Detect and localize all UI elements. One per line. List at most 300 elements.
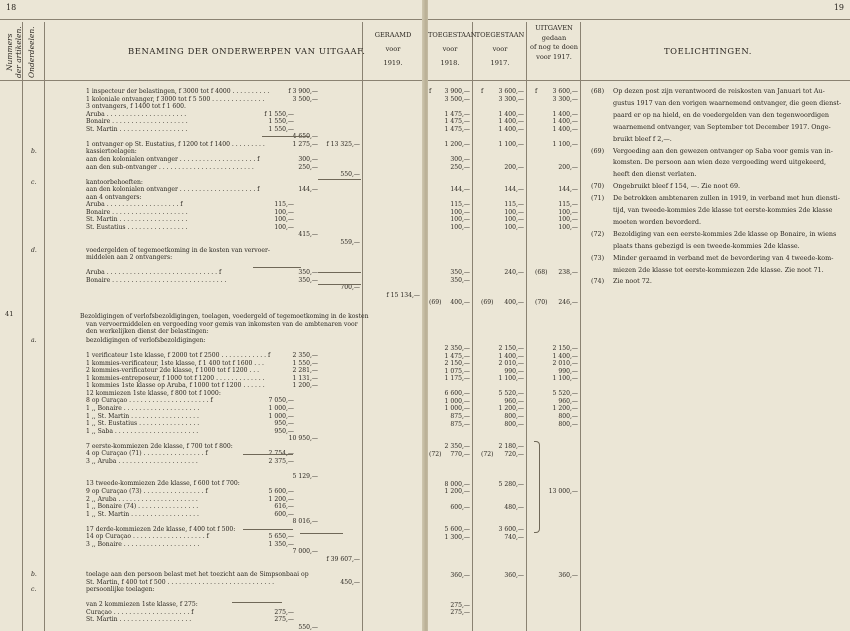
row-uitgaven: 144,— <box>558 186 578 194</box>
row-1918: 1 000,— <box>444 397 470 405</box>
ledger-row <box>0 224 424 232</box>
header-toelichtingen: TOELICHTINGEN. <box>664 46 753 56</box>
row-letter: c. <box>31 178 37 186</box>
row-text: Bonaire . . . . . . . . . . . . . . . . . . . . <box>86 208 188 216</box>
row-text: Bonaire . . . . . . . . . . . . . . . . . . . . . . . . . . . . . . <box>86 276 227 284</box>
row-amount: 1 131,— <box>292 374 318 382</box>
header-geraamd <box>364 30 422 68</box>
ledger-row <box>428 473 850 481</box>
note-line <box>428 253 850 264</box>
header-line: UITGAVEN <box>535 24 573 32</box>
row-subamount: 2 754,— <box>268 450 294 458</box>
row-1918: 1 475,— <box>444 125 470 133</box>
subtotal-rule <box>243 529 293 530</box>
ledger-row <box>0 262 424 270</box>
ledger-row <box>0 126 424 134</box>
note-line <box>428 181 850 192</box>
row-amount: f 3 900,— <box>288 88 318 95</box>
row-uitgaven: 1 400,— <box>552 118 578 126</box>
ledger-row <box>0 239 424 247</box>
row-amount: 350,— <box>298 276 318 284</box>
ledger-row <box>0 503 424 511</box>
note-line <box>428 110 850 121</box>
row-marker: (69) <box>429 299 442 307</box>
ledger-row <box>0 118 424 126</box>
ledger-row <box>0 435 424 443</box>
note-line <box>428 265 850 276</box>
ledger-row <box>0 473 424 481</box>
header-line: voor 1917. <box>536 52 572 61</box>
ledger-row <box>0 518 424 526</box>
row-1918: 3 500,— <box>444 95 470 103</box>
ledger-row <box>428 413 850 421</box>
article-heading-line <box>0 321 424 329</box>
row-subamount: 1 550,— <box>268 125 294 133</box>
row-uitgaven: 1 200,— <box>552 405 578 413</box>
row-1918: 1 000,— <box>444 405 470 413</box>
row-1917: 200,— <box>504 163 524 171</box>
ledger-row <box>0 201 424 209</box>
row-text: 1 ,, Bonaire . . . . . . . . . . . . . . . . . . . . <box>86 404 200 412</box>
note-text: Op dezen post zijn verantwoord de reiskosten van Januari tot Au- <box>613 87 825 95</box>
row-1918: 2 150,— <box>444 360 470 368</box>
note-text: gustus 1917 van den vorigen waarnemend ontvanger, die geen dienst- <box>613 98 842 107</box>
ledger-row <box>428 375 850 383</box>
row-uitgaven: 1 400,— <box>552 125 578 133</box>
ledger-row <box>0 231 424 239</box>
top-rule <box>0 19 424 20</box>
note-line <box>428 95 850 109</box>
note-text: paard er op na hield, en de voedergelden van den tegenwoordigen <box>613 110 830 119</box>
row-subamount: 5 600,— <box>268 488 294 495</box>
ledger-row <box>0 133 424 141</box>
note-line <box>428 169 850 180</box>
article-heading-text: van vervoermiddelen en vergoeding voor gemis van inkomsten van de ambtenaren voor <box>86 320 358 328</box>
row-1918: 250,— <box>450 163 470 171</box>
ledger-row <box>428 549 850 557</box>
row-1918: 1 300,— <box>444 533 470 541</box>
ledger-row <box>0 284 424 292</box>
header-nummers: Nummers der artikelen. <box>5 26 23 78</box>
row-text: 1 ,, Saba . . . . . . . . . . . . . . . . . . . . . . <box>86 427 199 435</box>
row-marker: f <box>535 88 538 95</box>
row-text: Bonaire . . . . . . . . . . . . . . . . . . . . <box>86 118 188 126</box>
row-letter: b. <box>31 148 37 156</box>
row-1917: 1 400,— <box>498 118 524 126</box>
note-line <box>428 276 850 287</box>
row-subamount: 5 650,— <box>268 533 294 541</box>
ledger-row <box>0 375 424 383</box>
row-1918: 350,— <box>450 276 470 284</box>
row-1917: 1 400,— <box>498 110 524 118</box>
ledger-row <box>428 398 850 406</box>
top-rule <box>428 19 850 20</box>
article-heading-line <box>0 328 424 336</box>
row-1918: 875,— <box>450 412 470 420</box>
row-1917: 1 400,— <box>498 352 524 360</box>
row-1917: 960,— <box>504 397 524 405</box>
note-line <box>428 86 850 97</box>
row-1918: 350,— <box>450 269 470 277</box>
subtotal-rule <box>318 284 361 285</box>
note-line <box>428 157 850 168</box>
row-uitgaven: 238,— <box>558 269 578 277</box>
ledger-row <box>428 436 850 444</box>
row-amount: 1 550,— <box>292 359 318 367</box>
row-uitgaven: 2 150,— <box>552 345 578 352</box>
note-text: De betrokken ambtenaren zullen in 1919, in verband met hun diensti- <box>613 194 840 203</box>
page-number-right: 19 <box>833 3 844 12</box>
header-line: 1918. <box>440 59 460 67</box>
subtotal-rule <box>318 179 361 180</box>
row-text: 12 kommiezen 1ste klasse, f 800 tot f 1000: <box>86 389 221 397</box>
row-amount: 8 016,— <box>292 518 318 526</box>
row-amount: 4 650,— <box>292 133 318 141</box>
ledger-row <box>428 390 850 398</box>
row-amount: 300,— <box>298 155 318 163</box>
row-uitgaven: 13 000,— <box>548 488 578 496</box>
note-line <box>428 205 850 216</box>
row-subamount: 1 350,— <box>268 540 294 548</box>
ledger-row <box>0 450 424 458</box>
row-subamount: 1 200,— <box>268 495 294 503</box>
row-1918: 100,— <box>450 216 470 224</box>
subtotal-rule <box>300 533 343 534</box>
row-1917: 3 300,— <box>498 95 524 103</box>
row-1918: 360,— <box>450 571 470 579</box>
ledger-row <box>0 541 424 549</box>
ledger-row <box>0 397 424 405</box>
row-text: middelen aan 2 ontvangers: <box>86 254 173 262</box>
row-1917: 990,— <box>504 367 524 375</box>
row-1917: 360,— <box>504 571 524 579</box>
ledger-row <box>428 360 850 368</box>
header-benaming: BENAMING DER ONDERWERPEN VAN UITGAAF. <box>128 46 366 56</box>
row-1918: 100,— <box>450 208 470 216</box>
ledger-row <box>428 602 850 610</box>
ledger-row <box>0 488 424 496</box>
row-uitgaven: 200,— <box>558 163 578 171</box>
note-number: (68) <box>591 87 605 95</box>
ledger-row <box>0 571 424 579</box>
row-text: 3 ontvangers, f 1400 tot f 1 600. <box>86 103 186 111</box>
ledger-row <box>0 609 424 617</box>
row-text: St. Martin, f 400 tot f 500 . . . . . . . . . . . . . . . . . . . . . . . . . . . . <box>86 578 275 586</box>
ledger-row <box>0 428 424 436</box>
row-1918: 6 600,— <box>444 390 470 398</box>
subtotal-rule <box>318 272 361 273</box>
ledger-row <box>428 488 850 496</box>
row-amount: 3 500,— <box>292 95 318 103</box>
row-marker: (72) <box>481 450 494 458</box>
row-text: Curaçao . . . . . . . . . . . . . . . . . . . . f <box>86 608 194 616</box>
ledger-row <box>0 526 424 534</box>
ledger-row <box>0 216 424 224</box>
row-1918: 100,— <box>450 223 470 231</box>
ledger-row <box>0 171 424 179</box>
row-uitgaven: 5 520,— <box>552 390 578 398</box>
subtotal-rule <box>232 602 282 603</box>
note-text: tijd, van tweede-kommies 2de klasse tot eerste-kommies 2de klasse <box>613 206 833 214</box>
row-marker: (68) <box>535 269 548 277</box>
header-line: gedaan <box>541 33 567 42</box>
row-1917: 5 520,— <box>498 390 524 398</box>
row-1918: 770,— <box>450 450 470 458</box>
ledger-row <box>0 194 424 202</box>
subtotal-rule <box>243 454 293 455</box>
ledger-row <box>0 458 424 466</box>
row-amount: 350,— <box>298 269 318 277</box>
row-marker: (70) <box>535 299 548 307</box>
row-uitgaven: 1 400,— <box>552 110 578 118</box>
row-amount: 250,— <box>298 163 318 171</box>
ledger-row <box>0 443 424 451</box>
ledger-row <box>0 413 424 421</box>
row-subamount: 7 050,— <box>268 397 294 405</box>
ledger-row <box>0 594 424 602</box>
note-line <box>428 134 850 145</box>
row-uitgaven: 360,— <box>558 571 578 579</box>
row-uitgaven: 100,— <box>558 223 578 231</box>
row-text: 2 ,, Aruba . . . . . . . . . . . . . . . . . . . . . <box>86 495 198 503</box>
ledger-row <box>428 564 850 572</box>
header-geraamd-line: GERAAMD <box>374 31 412 39</box>
note-line <box>428 146 850 157</box>
row-subamount: 275,— <box>274 616 294 624</box>
row-marker: f <box>481 88 484 95</box>
row-subamount: 616,— <box>274 503 294 511</box>
row-1918: 144,— <box>450 186 470 194</box>
ledger-row <box>428 504 850 512</box>
row-text: aan den kolonialen ontvanger . . . . . . . . . . . . . . . . . . . . f <box>86 186 260 194</box>
ledger-row <box>428 345 850 353</box>
row-uitgaven: 990,— <box>558 367 578 375</box>
ledger-row <box>0 533 424 541</box>
ledger-row <box>0 103 424 111</box>
row-1918: 875,— <box>450 420 470 428</box>
ledger-row <box>428 466 850 474</box>
ledger-row <box>0 465 424 473</box>
row-letter: a. <box>31 337 37 344</box>
row-uitgaven: 1 100,— <box>552 375 578 383</box>
row-text: kantoorbehoeften: <box>86 178 143 186</box>
row-total: 700,— <box>340 284 360 292</box>
row-text: 1 inspecteur der belastingen, f 3000 tot f 4000 . . . . . . . . . . <box>86 88 270 95</box>
row-amount: 144,— <box>298 186 318 194</box>
subtotal-rule <box>262 136 310 137</box>
bracket <box>534 441 540 533</box>
ledger-row <box>428 556 850 564</box>
row-1918: 1 475,— <box>444 110 470 118</box>
ledger-row <box>428 451 850 459</box>
row-1918: 3 900,— <box>444 88 470 95</box>
header-rule <box>0 80 424 81</box>
row-1918: 1 175,— <box>444 375 470 383</box>
ledger-row <box>0 556 424 564</box>
row-1917: 2 150,— <box>498 345 524 352</box>
header-line: voor <box>442 45 458 53</box>
ledger-row <box>0 564 424 572</box>
row-text: 4 op Curaçao (71) . . . . . . . . . . . . . . . . f <box>86 450 208 458</box>
note-text: waarnemend ontvanger, van September tot December 1917. Onge- <box>613 122 831 131</box>
row-text: toelage aan den persoon belast met het toezicht aan de Simpsonbaai op <box>86 571 309 579</box>
ledger-row <box>428 572 850 580</box>
ledger-row <box>428 587 850 595</box>
note-line <box>428 217 850 228</box>
row-subamount: 100,— <box>274 216 294 224</box>
row-1917: 1 400,— <box>498 125 524 133</box>
ledger-row <box>428 368 850 376</box>
row-1917: 1 100,— <box>498 140 524 148</box>
row-1917: 2 010,— <box>498 360 524 368</box>
ledger-row <box>0 164 424 172</box>
row-amount: 10 950,— <box>288 435 318 443</box>
note-text: Vergoeding aan den gewezen ontvanger op Saba voor gemis van in- <box>613 146 833 155</box>
row-amount: 1 275,— <box>292 140 318 148</box>
row-uitgaven: 115,— <box>558 201 578 209</box>
row-amount: 2 281,— <box>292 367 318 375</box>
row-text: Aruba . . . . . . . . . . . . . . . . . . . . . . . . . . . . . f <box>86 269 222 277</box>
ledger-row <box>0 616 424 624</box>
article-heading-text: Bezoldigingen of verlofsbezoldigingen, toelagen, voedergeld of tegemoetkoming in de kosten <box>80 313 369 320</box>
row-uitgaven: 2 010,— <box>552 360 578 368</box>
ledger-row <box>428 609 850 617</box>
row-subamount: 1 000,— <box>268 412 294 420</box>
row-text: 3 ,, Aruba . . . . . . . . . . . . . . . . . . . . . <box>86 457 198 465</box>
row-subamount: f 1 550,— <box>264 110 294 118</box>
row-1918: 8 000,— <box>444 480 470 488</box>
header-line: 1917. <box>490 59 510 67</box>
ledger-row <box>428 292 850 300</box>
ledger-row <box>0 209 424 217</box>
row-text: Aruba . . . . . . . . . . . . . . . . . . . . . <box>86 110 187 118</box>
row-amount: 5 129,— <box>292 472 318 480</box>
row-1918: 275,— <box>450 609 470 617</box>
row-text: 1 verificateur 1ste klasse, f 2000 tot f 2500 . . . . . . . . . . . . f <box>86 352 271 360</box>
row-total: 450,— <box>340 578 360 586</box>
ledger-row <box>0 405 424 413</box>
row-text: 1 kommies-entreposeur, f 1000 tot f 1200 . . . . . . . . . . . . . <box>86 374 265 382</box>
note-number: (70) <box>591 182 605 191</box>
row-text: St. Martin . . . . . . . . . . . . . . . . . . . <box>86 616 192 624</box>
ledger-row <box>428 579 850 587</box>
row-amount: 7 000,— <box>292 548 318 556</box>
row-1918: 400,— <box>450 299 470 307</box>
row-amount: 1 200,— <box>292 382 318 390</box>
row-text: 9 op Curaçao (73) . . . . . . . . . . . . . . . . f <box>86 488 208 495</box>
ledger-row <box>0 111 424 119</box>
ledger-row <box>428 428 850 436</box>
row-text: 1 ,, St. Eustatius . . . . . . . . . . . . . . . . <box>86 420 200 428</box>
ledger-row <box>428 519 850 527</box>
note-text: Zie noot 72. <box>613 277 652 286</box>
header-rule <box>428 80 850 81</box>
ledger-row <box>428 383 850 391</box>
ledger-row <box>428 443 850 451</box>
note-text: Bezoldiging van een eerste-kommies 2de klasse op Bonaire, in wiens <box>613 229 837 238</box>
row-1917: 100,— <box>504 216 524 224</box>
row-1918: 5 600,— <box>444 526 470 534</box>
right-page <box>428 0 850 631</box>
row-1917: 800,— <box>504 412 524 420</box>
row-1917: 2 180,— <box>498 443 524 451</box>
left-page <box>0 0 424 631</box>
row-text: Aruba . . . . . . . . . . . . . . . . . . . f <box>86 201 183 209</box>
row-text: 1 ,, St. Martin . . . . . . . . . . . . . . . . . . <box>86 412 199 420</box>
ledger-row <box>428 526 850 534</box>
ledger-row <box>0 337 424 345</box>
row-subamount: 1 000,— <box>268 404 294 412</box>
row-uitgaven: 100,— <box>558 208 578 216</box>
row-1918: 1 475,— <box>444 118 470 126</box>
row-text: aan den sub-ontvanger . . . . . . . . . . . . . . . . . . . . . . . . . <box>86 163 254 171</box>
row-1917: 1 200,— <box>498 405 524 413</box>
row-text: 14 op Curaçao . . . . . . . . . . . . . . . . . . . f <box>86 533 209 541</box>
ledger-row <box>0 247 424 255</box>
row-amount: 415,— <box>298 231 318 239</box>
ledger-row <box>428 405 850 413</box>
note-number: (72) <box>591 229 605 238</box>
ledger-row <box>428 353 850 361</box>
header-onderdeelen: Onderdeelen. <box>27 26 36 78</box>
header-line: TOEGESTAAN <box>428 31 477 39</box>
note-number: (73) <box>591 253 605 262</box>
row-uitgaven: 960,— <box>558 397 578 405</box>
ledger-row <box>0 624 424 631</box>
row-text: 1 ontvanger op St. Eustatius, f 1200 tot f 1400 . . . . . . . . . <box>86 140 265 148</box>
row-total: 550,— <box>340 171 360 179</box>
ledger-row <box>428 496 850 504</box>
ledger-row <box>0 292 424 300</box>
row-letter: d. <box>31 246 37 254</box>
row-1917: 480,— <box>504 503 524 511</box>
ledger-row <box>0 420 424 428</box>
row-uitgaven: 3 600,— <box>552 88 578 95</box>
row-total: 559,— <box>340 239 360 246</box>
header-uitgaven <box>528 24 580 62</box>
note-line <box>428 122 850 133</box>
row-text: St. Martin . . . . . . . . . . . . . . . . . . <box>86 125 188 133</box>
header-line: of nog te doen <box>529 43 579 51</box>
row-text: aan den kolonialen ontvanger . . . . . . . . . . . . . . . . . . . . f <box>86 155 260 163</box>
ledger-row <box>0 586 424 594</box>
row-1918: 2 350,— <box>444 443 470 451</box>
note-number: (71) <box>591 194 605 203</box>
note-text: plaats thans gebezigd is een tweede-kommies 2de klasse. <box>613 241 800 250</box>
row-text: St. Martin . . . . . . . . . . . . . . . . . . <box>86 216 188 224</box>
row-text: van 2 kommiezen 1ste klasse, f 275: <box>86 601 198 609</box>
note-text: bruikt bleef f 2,—. <box>613 134 672 143</box>
row-text: St. Eustatius . . . . . . . . . . . . . . . . <box>86 223 188 231</box>
subtotal-rule <box>253 267 301 268</box>
row-marker: (69) <box>481 299 494 307</box>
row-text: 17 derde-kommiezen 2de klasse, f 400 tot f 500: <box>86 525 236 533</box>
article-heading-line <box>0 310 424 321</box>
row-text: 7 eerste-kommiezen 2de klasse, f 700 tot f 800: <box>86 442 233 450</box>
row-1918: 275,— <box>450 601 470 609</box>
row-text: 13 tweede-kommiezen 2de klasse, f 600 tot f 700: <box>86 480 240 488</box>
row-amount: 2 350,— <box>292 352 318 360</box>
note-text: moeten worden bevorderd. <box>613 217 702 226</box>
ledger-row <box>0 156 424 164</box>
header-toegestaan-1918 <box>428 30 477 68</box>
note-line <box>428 229 850 240</box>
row-uitgaven: 1 100,— <box>552 140 578 148</box>
ledger-row <box>428 541 850 549</box>
row-text: 1 koloniale ontvanger, f 3000 tot f 5 500 . . . . . . . . . . . . . . <box>86 95 265 103</box>
row-text: 1 kommies 1ste klasse op Aruba, f 1000 tot f 1200 . . . . . . <box>86 382 265 390</box>
header-line: TOEGESTAAN <box>475 31 525 39</box>
